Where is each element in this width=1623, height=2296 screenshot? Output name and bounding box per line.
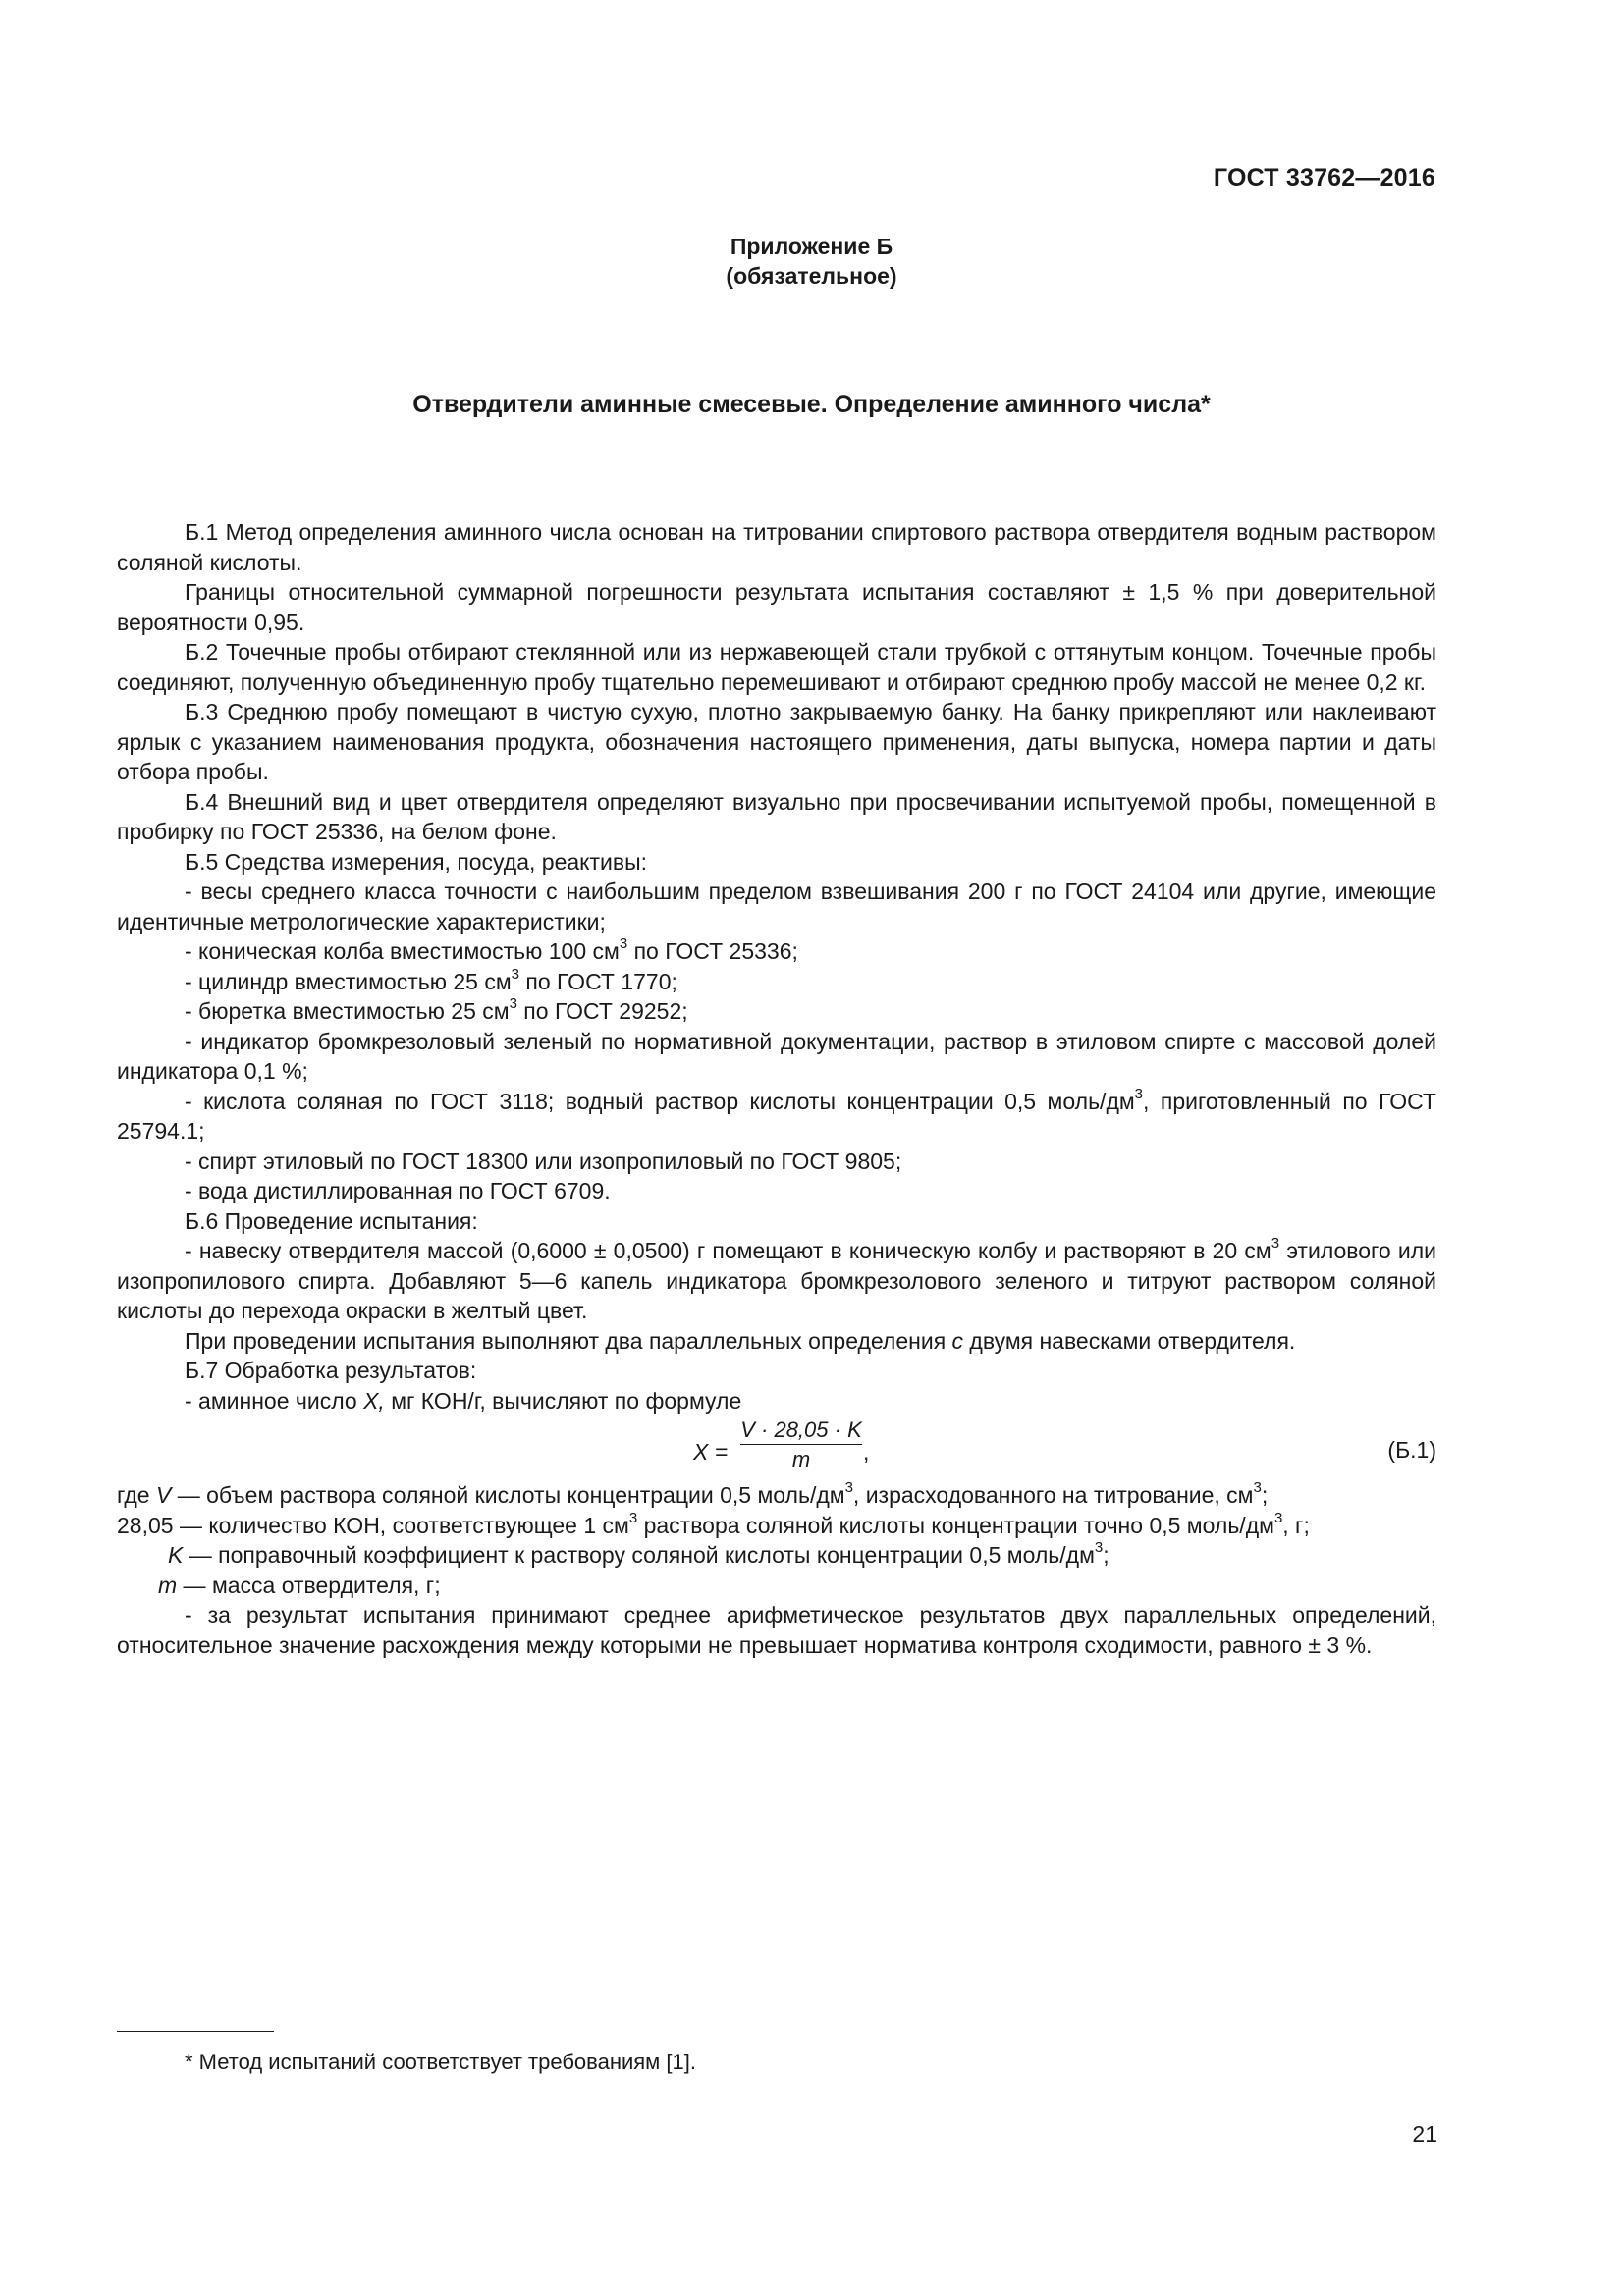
standard-number: ГОСТ 33762—2016 [1213,164,1435,191]
formula-number: (Б.1) [1387,1437,1436,1463]
footnote: * Метод испытаний соответствует требованиям [1]. [185,2050,696,2074]
list-item-cylinder: - цилиндр вместимостью 25 $см^3$ по ГОСТ 1770; [185,965,677,994]
paragraph-b4: Б.4 Внешний вид и цвет отвердителя определяют визуально при просвечивании испытуемой пробы, помещенной в пробирку по ГОСТ 25336, на белом фоне. [117,788,1436,844]
list-item-result: - за результат испытания принимают среднее арифметическое результатов двух параллельных определений, относительное значение расхождения между которыми не превышает норматива контроля сходимости, равного ± 3 %. [117,1602,1436,1658]
paragraph-b6: Б.6 Проведение испытания: [185,1207,478,1234]
where-v: где V — объем раствора соляной кислоты концентрации 0,5 моль/$дм^3$, израсходованного на титрование, $см^3$; [117,1479,1269,1508]
paragraph-b1: Б.1 Метод определения аминного числа основан на титровании спиртового раствора отвердителя водным раствором соляной кислоты. [117,519,1436,575]
where-k: K — поправочный коэффициент к раствору соляной кислоты концентрации 0,5 моль/$дм^3$; [168,1539,1109,1568]
paragraph-b5: Б.5 Средства измерения, посуда, реактивы: [185,848,648,875]
list-item-water: - вода дистиллированная по ГОСТ 6709. [185,1178,611,1203]
list-item-flask: - коническая колба вместимостью 100 $см^3$ по ГОСТ 25336; [185,935,798,964]
formula-lhs: X = [693,1439,729,1465]
formula-comma: , [863,1439,870,1465]
list-item-burette: - бюретка вместимостью 25 $см^3$ по ГОСТ 29252; [185,995,688,1024]
formula-denominator: m [791,1447,811,1471]
document-body [117,517,1436,1660]
paragraph-b3: Б.3 Среднюю пробу помещают в чистую сухую, плотно закрываемую банку. На банку прикрепляют или наклеивают ярлык с указанием наименования продукта, обозначения настоящего применения, даты выпуска, номера партии и даты отбора пробы. [117,699,1436,784]
list-item-acid: - кислота соляная по ГОСТ 3118; водный раствор кислоты концентрации 0,5 моль/$дм^3$, приготовленный по ГОСТ 25794.1; [117,1085,1436,1144]
list-item-alcohol: - спирт этиловый по ГОСТ 18300 или изопропиловый по ГОСТ 9805; [185,1148,902,1174]
footnote-divider [117,2031,274,2032]
appendix-label: Приложение Б [730,234,893,259]
paragraph-parallel: При проведении испытания выполняют два параллельных определения с двумя навесками отвердителя. [185,1327,1296,1354]
list-item-indicator: - индикатор бромкрезоловый зеленый по нормативной документации, раствор в этиловом спирте с массовой долей индикатора 0,1 %; [117,1028,1436,1084]
fraction-bar [740,1444,862,1445]
page-number: 21 [1412,2121,1437,2147]
formula-b1 [117,1415,1436,1480]
appendix-status: (обязательное) [726,263,897,289]
list-item-amine-number: - аминное число X, мг КОН/г, вычисляют по формуле [185,1387,742,1414]
where-m: m — масса отвердителя, г; [158,1572,441,1598]
formula-numerator: V · 28,05 · K [740,1417,862,1442]
paragraph-b2: Б.2 Точечные пробы отбирают стеклянной или из нержавеющей стали трубкой с оттянутым концом. Точечные пробы соединяют, полученную объединенную пробу тщательно перемешивают и отбирают среднюю пробу массой не менее 0,2 кг. [117,639,1436,695]
list-item-scales: - весы среднего класса точности с наибольшим пределом взвешивания 200 г по ГОСТ 24104 или другие, имеющие идентичные метрологические характеристики; [117,879,1436,934]
formula-fraction [740,1417,862,1472]
paragraph-b7: Б.7 Обработка результатов: [185,1358,477,1383]
page-title: Отвердители аминные смесевые. Определение аминного числа* [412,391,1211,418]
list-item-sample: - навеску отвердителя массой (0,6000 ± 0,0500) г помещают в коническую колбу и растворяют в 20 $см^3$ этилового или изопропилового спирта. Добавляют 5—6 капель индикатора бромкрезолового зеленого и титруют раствором соляной кислоты до перехода окраски в желтый цвет. [117,1235,1437,1323]
where-koh: 28,05 — количество КОН, соответствующее 1 $см^3$ раствора соляной кислоты концентрации точно 0,5 моль/$дм^3$, г; [117,1509,1310,1538]
paragraph-b1-bounds: Границы относительной суммарной погрешности результата испытания составляют ± 1,5 % при доверительной вероятности 0,95. [117,579,1436,635]
